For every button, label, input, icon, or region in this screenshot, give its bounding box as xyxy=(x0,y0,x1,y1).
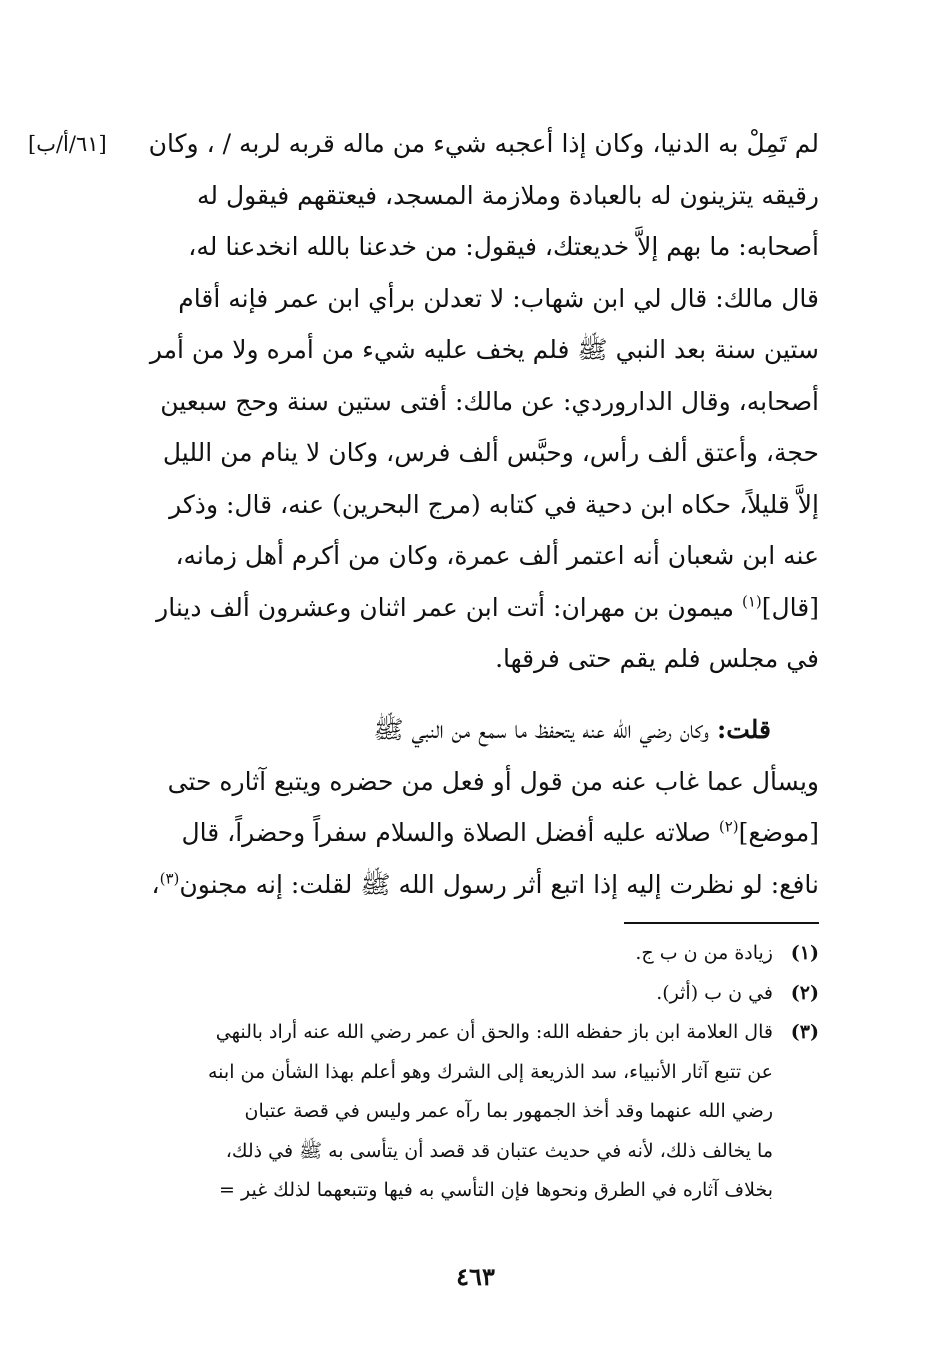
bracketed-insertion: [قال] xyxy=(761,592,819,622)
text-line: ستين سنة بعد النبي ﷺ فلم يخف عليه شيء من أمره ولا من أمر xyxy=(149,335,819,364)
text-segment: نافع: لو نظرت إليه إذا اتبع أثر رسول الله ﷺ لقلت: إنه مجنون xyxy=(179,869,819,899)
text-line: إلاَّ قليلاً، حكاه ابن دحية في كتابه (مرج البحرين) عنه، قال: وذكر xyxy=(169,489,819,519)
footnote-3-line: ما يخالف ذلك، لأنه في حديث عتبان قد قصد أن يتأسى به ﷺ في ذلك، xyxy=(225,1139,773,1162)
footnote-3-line: رضي الله عنهما وقد أخذ الجمهور بما رآه عمر وليس في قصة عتبان xyxy=(244,1100,773,1122)
text-segment: صلاته عليه أفضل الصلاة والسلام سفراً وحضراً، قال xyxy=(181,818,719,847)
text-line: رقيقه يتزينون له بالعبادة وملازمة المسجد، فيعتقهم فيقول له xyxy=(197,180,819,210)
text-line: ويسأل عما غاب عنه من قول أو فعل من حضره ويتبع آثاره حتى xyxy=(167,766,819,796)
text-line: لم تَمِلْ به الدنيا، وكان إذا أعجبه شيء من ماله قربه لربه / ، وكان xyxy=(148,129,819,158)
text-line: حجة، وأعتق ألف رأس، وحبَّس ألف فرس، وكان لا ينام من الليل xyxy=(162,438,819,467)
text-line xyxy=(129,859,819,911)
footnote-ref-3[interactable]: (٣) xyxy=(159,869,180,888)
footnote-number: (٣) xyxy=(790,1021,819,1043)
footnote-2 xyxy=(129,974,819,1014)
main-text-paragraph-1 xyxy=(129,118,819,685)
footnote-number: (١) xyxy=(790,942,819,964)
text-segment: ميمون بن مهران: أتت ابن عمر اثنان وعشرون ألف دينار xyxy=(156,592,742,622)
page-number: ٤٦٣ xyxy=(456,1262,495,1291)
text-line xyxy=(129,704,819,756)
footnote-ref-2[interactable]: (٢) xyxy=(718,817,739,836)
footnote-3-line: بخلاف آثاره في الطرق ونحوها فإن التأسي به فيها وتتبعهما لذلك غير = xyxy=(219,1179,773,1201)
qultu-label: قلت: xyxy=(716,715,771,744)
main-text-paragraph-2 xyxy=(129,704,819,910)
footnote-text: قال العلامة ابن باز حفظه الله: والحق أن عمر رضي الله عنه أراد بالنهي xyxy=(215,1021,773,1043)
margin-folio-reference: [٦١/أ/ب] xyxy=(28,132,107,156)
text-line xyxy=(129,582,819,634)
text-line: قال مالك: قال لي ابن شهاب: لا تعدلن برأي ابن عمر فإنه أقام xyxy=(178,283,819,313)
text-line: عنه ابن شعبان أنه اعتمر ألف عمرة، وكان من أكرم أهل زمانه، xyxy=(175,541,819,570)
footnote-number: (٢) xyxy=(790,981,819,1004)
text-line: أصحابه، وقال الداروردي: عن مالك: أفتى ستين سنة وحج سبعين xyxy=(160,386,819,416)
footnote-text: زيادة من ن ب ج. xyxy=(635,942,773,964)
footnote-1 xyxy=(129,934,819,974)
bracketed-insertion: [موضع] xyxy=(738,818,819,847)
text-segment: وكان رضي الله عنه يتحفظ ما سمع من النبي ﷺ xyxy=(373,715,717,744)
text-line: أصحابه: ما بهم إلاَّ خديعتك، فيقول: من خدعنا بالله انخدعنا له، xyxy=(188,232,819,261)
footnote-3 xyxy=(129,1013,819,1053)
footnotes xyxy=(129,934,819,1211)
text-segment: ، xyxy=(151,869,160,899)
footnote-separator xyxy=(624,922,819,924)
footnote-ref-1[interactable]: (١) xyxy=(741,592,762,611)
footnote-3-line: عن تتبع آثار الأنبياء، سد الذريعة إلى الشرك وهو أعلم بهذا الشأن من ابنه xyxy=(208,1060,773,1083)
text-line: في مجلس فلم يقم حتى فرقها. xyxy=(495,644,819,673)
footnote-text: في ن ب (أثر). xyxy=(656,981,773,1004)
text-line xyxy=(129,807,819,859)
